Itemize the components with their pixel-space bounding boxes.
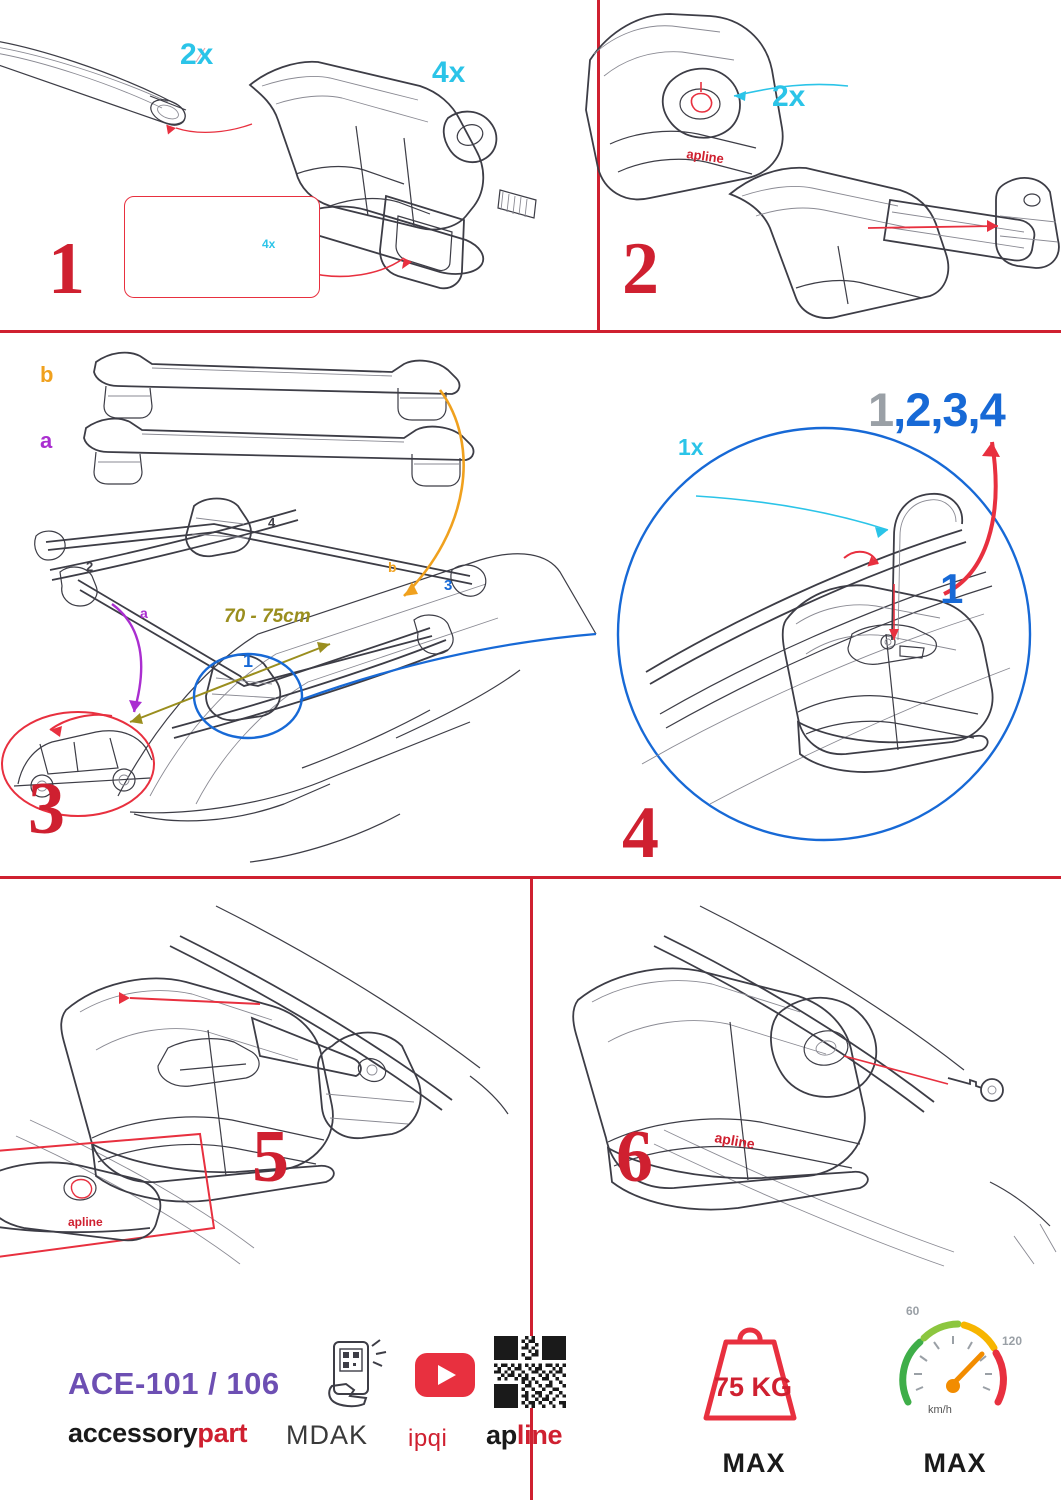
rack-foot-zoom (783, 585, 993, 772)
footer (0, 1300, 1061, 1500)
youtube-icon[interactable] (414, 1352, 476, 1398)
qty-rail-end-cap: 2x (180, 38, 214, 71)
step-3-illustration (0, 334, 600, 876)
brand-apline: apline (486, 1420, 563, 1450)
label-position-2: 2 (86, 559, 94, 574)
label-bar-a: a (40, 428, 53, 453)
roof-rails-6 (654, 906, 1056, 1266)
step-5-panel (0, 880, 530, 1300)
qr-scan-phone-icon (320, 1336, 400, 1416)
rubber-pad-inset-frame (124, 196, 320, 298)
max-speed-caption: MAX (923, 1448, 987, 1478)
label-current-step: 1 (940, 565, 964, 612)
foot-with-lock (586, 14, 783, 199)
label-sequence: 1,2,3,4 (868, 383, 1005, 436)
label-bar-b: b (40, 362, 54, 387)
qty-lock-cylinder: 2x (772, 80, 806, 113)
step-6-number: 6 (616, 1116, 651, 1198)
qty-rubber-pad-inset: 4x (262, 237, 276, 251)
svg-text:apline: apline (685, 146, 725, 167)
step-5-illustration (0, 880, 530, 1300)
step-6-panel (534, 880, 1061, 1300)
step-4-number: 4 (622, 792, 657, 874)
step-6-illustration (534, 880, 1061, 1300)
svg-text:apline: apline (68, 1215, 103, 1229)
divider-row-1 (0, 330, 1061, 333)
step-2-panel (600, 0, 1061, 330)
mounted-crossbar-front (60, 567, 453, 720)
crossbar-a (84, 419, 473, 486)
bar-into-foot (730, 168, 1059, 318)
max-speed-gauge-icon (890, 1306, 1023, 1432)
step-3-number: 3 (28, 768, 63, 850)
brand-mdak: MDAK (286, 1420, 369, 1450)
gauge-min-label: 60 (906, 1304, 920, 1318)
step-4-panel (600, 334, 1061, 876)
qr-code-icon[interactable] (494, 1336, 566, 1408)
max-load-caption: MAX (722, 1448, 786, 1478)
step-5-number: 5 (252, 1116, 287, 1198)
brand-ipqi: ipqi (408, 1425, 448, 1452)
max-load-value: 75 KG (713, 1372, 793, 1402)
svg-text:apline: apline (713, 1129, 757, 1152)
car-roof-outline (118, 554, 596, 862)
step-3-panel (0, 334, 600, 876)
step-2-number: 2 (622, 228, 657, 310)
speed-unit-label: km/h (928, 1404, 952, 1416)
label-distance: 70 - 75cm (224, 606, 311, 627)
step-2-illustration (600, 0, 1061, 330)
step-1-number: 1 (48, 228, 83, 310)
crossbar-b (94, 353, 459, 420)
step-1-panel (0, 0, 597, 330)
qty-foot-pad: 4x (432, 56, 466, 89)
label-arrow-b: b (388, 559, 397, 575)
label-arrow-a: a (140, 605, 148, 621)
locked-foot-inset (0, 1134, 214, 1262)
rack-foot-5 (61, 978, 361, 1201)
label-position-3: 3 (444, 577, 453, 594)
roof-rails-5 (16, 906, 508, 1264)
label-position-4: 4 (268, 515, 276, 530)
label-tool-qty: 1x (678, 434, 704, 460)
label-position-1: 1 (243, 651, 254, 671)
brand-accessorypart: accessorypart (68, 1418, 248, 1448)
vehicle-direction-inset (2, 712, 154, 816)
max-load-icon (690, 1310, 810, 1430)
roof-bar-profile (0, 40, 189, 129)
product-code: ACE-101 / 106 (68, 1366, 280, 1401)
gauge-max-label: 120 (1002, 1334, 1023, 1348)
